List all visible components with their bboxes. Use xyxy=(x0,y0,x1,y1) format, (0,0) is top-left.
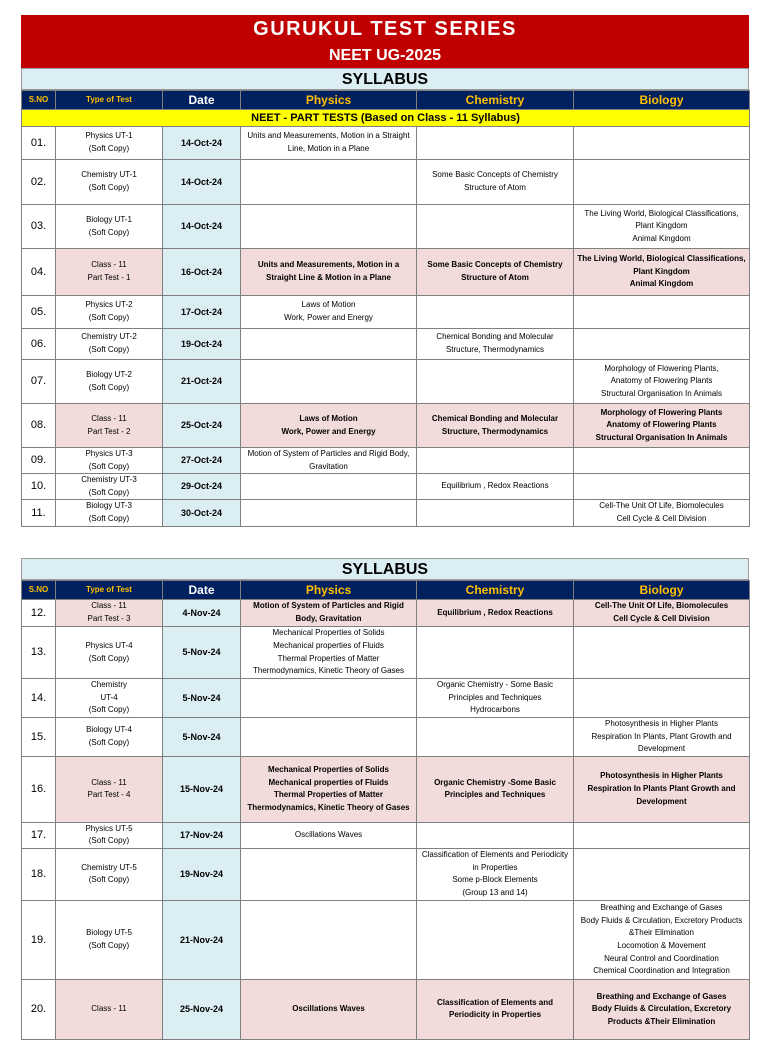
cell-physics xyxy=(241,900,417,979)
cell-type: Physics UT-3 (Soft Copy) xyxy=(56,448,163,474)
table-row xyxy=(22,205,750,249)
cell-type: Biology UT-3 (Soft Copy) xyxy=(56,500,163,526)
table-row xyxy=(22,627,750,679)
cell-date: 27-Oct-24 xyxy=(163,448,241,474)
cell-date: 21-Nov-24 xyxy=(163,900,241,979)
cell-sno: 05. xyxy=(22,296,56,329)
cell-sno: 06. xyxy=(22,329,56,360)
cell-chemistry xyxy=(417,448,574,474)
part-tests-banner: NEET - PART TESTS (Based on Class - 11 Syllabus) xyxy=(22,110,750,127)
cell-biology: Cell-The Unit Of Life, Biomolecules Cell Cycle & Cell Division xyxy=(574,600,750,627)
cell-chemistry xyxy=(417,360,574,404)
cell-chemistry xyxy=(417,822,574,848)
cell-type: Physics UT-4 (Soft Copy) xyxy=(56,627,163,679)
table-row xyxy=(22,979,750,1039)
cell-type: Class - 11 Part Test - 3 xyxy=(56,600,163,627)
cell-date: 25-Oct-24 xyxy=(163,404,241,448)
cell-chemistry xyxy=(417,296,574,329)
cell-physics: Units and Measurements, Motion in a Straight Line, Motion in a Plane xyxy=(241,127,417,160)
cell-date: 17-Oct-24 xyxy=(163,296,241,329)
document-title: GURUKUL TEST SERIES xyxy=(21,15,749,44)
cell-physics xyxy=(241,500,417,526)
cell-biology xyxy=(574,679,750,718)
col-chemistry: Chemistry xyxy=(417,91,574,110)
cell-biology xyxy=(574,448,750,474)
cell-biology xyxy=(574,848,750,900)
cell-date: 5-Nov-24 xyxy=(163,718,241,757)
cell-sno: 19. xyxy=(22,900,56,979)
col-sno: S.NO xyxy=(22,91,56,110)
cell-chemistry xyxy=(417,500,574,526)
cell-physics xyxy=(241,718,417,757)
cell-biology xyxy=(574,127,750,160)
cell-type: Chemistry UT-2 (Soft Copy) xyxy=(56,329,163,360)
document-subtitle: NEET UG-2025 xyxy=(21,44,749,68)
cell-sno: 20. xyxy=(22,979,56,1039)
col-type: Type of Test xyxy=(56,581,163,600)
cell-physics: Mechanical Properties of Solids Mechanical properties of Fluids Thermal Properties of Matter Thermodynamics, Kinetic Theory of Gases xyxy=(241,756,417,822)
cell-sno: 10. xyxy=(22,474,56,500)
syllabus-heading-1: SYLLABUS xyxy=(21,68,749,90)
table-row xyxy=(22,600,750,627)
second-block xyxy=(21,558,749,1040)
cell-biology xyxy=(574,627,750,679)
table-row xyxy=(22,360,750,404)
cell-type: Chemistry UT-3 (Soft Copy) xyxy=(56,474,163,500)
cell-type: Chemistry UT-5 (Soft Copy) xyxy=(56,848,163,900)
cell-biology: Morphology of Flowering Plants Anatomy of Flowering Plants Structural Organisation In Animals xyxy=(574,404,750,448)
col-biology: Biology xyxy=(574,581,750,600)
document-header xyxy=(21,15,749,527)
cell-chemistry: Organic Chemistry - Some Basic Principles and Techniques Hydrocarbons xyxy=(417,679,574,718)
cell-biology xyxy=(574,296,750,329)
col-biology: Biology xyxy=(574,91,750,110)
cell-physics: Motion of System of Particles and Rigid Body, Gravitation xyxy=(241,448,417,474)
cell-date: 19-Nov-24 xyxy=(163,848,241,900)
col-chemistry: Chemistry xyxy=(417,581,574,600)
col-type: Type of Test xyxy=(56,91,163,110)
table-row xyxy=(22,822,750,848)
table-body-1 xyxy=(22,127,750,527)
table-row xyxy=(22,679,750,718)
cell-type: Physics UT-2 (Soft Copy) xyxy=(56,296,163,329)
cell-sno: 16. xyxy=(22,756,56,822)
cell-chemistry: Some Basic Concepts of Chemistry Structure of Atom xyxy=(417,160,574,205)
table-body-2 xyxy=(22,600,750,1040)
table-row xyxy=(22,249,750,296)
cell-type: Biology UT-2 (Soft Copy) xyxy=(56,360,163,404)
cell-biology: Photosynthesis in Higher Plants Respiration In Plants Plant Growth and Development xyxy=(574,756,750,822)
cell-physics xyxy=(241,160,417,205)
cell-physics: Mechanical Properties of Solids Mechanical properties of Fluids Thermal Properties of Matter Thermodynamics, Kinetic Theory of Gases xyxy=(241,627,417,679)
cell-date: 14-Oct-24 xyxy=(163,205,241,249)
cell-chemistry: Some Basic Concepts of Chemistry Structure of Atom xyxy=(417,249,574,296)
cell-biology: Breathing and Exchange of Gases Body Fluids & Circulation, Excretory Products &Their Elimination xyxy=(574,979,750,1039)
cell-sno: 03. xyxy=(22,205,56,249)
cell-biology xyxy=(574,160,750,205)
col-date: Date xyxy=(163,581,241,600)
cell-date: 5-Nov-24 xyxy=(163,679,241,718)
cell-chemistry: Classification of Elements and Periodicity in Properties Some p-Block Elements (Group 13 and 14) xyxy=(417,848,574,900)
cell-date: 30-Oct-24 xyxy=(163,500,241,526)
cell-physics: Units and Measurements, Motion in a Straight Line & Motion in a Plane xyxy=(241,249,417,296)
cell-chemistry: Chemical Bonding and Molecular Structure, Thermodynamics xyxy=(417,404,574,448)
table-row xyxy=(22,404,750,448)
cell-date: 25-Nov-24 xyxy=(163,979,241,1039)
cell-chemistry: Chemical Bonding and Molecular Structure, Thermodynamics xyxy=(417,329,574,360)
cell-type: Biology UT-4 (Soft Copy) xyxy=(56,718,163,757)
cell-physics xyxy=(241,360,417,404)
schedule-table-1 xyxy=(21,90,750,527)
cell-date: 17-Nov-24 xyxy=(163,822,241,848)
table-row xyxy=(22,448,750,474)
cell-chemistry xyxy=(417,205,574,249)
cell-sno: 08. xyxy=(22,404,56,448)
cell-sno: 11. xyxy=(22,500,56,526)
cell-date: 16-Oct-24 xyxy=(163,249,241,296)
cell-sno: 14. xyxy=(22,679,56,718)
cell-date: 14-Oct-24 xyxy=(163,160,241,205)
table-row xyxy=(22,718,750,757)
cell-physics xyxy=(241,329,417,360)
cell-sno: 17. xyxy=(22,822,56,848)
cell-date: 5-Nov-24 xyxy=(163,627,241,679)
cell-sno: 15. xyxy=(22,718,56,757)
col-date: Date xyxy=(163,91,241,110)
table-row xyxy=(22,329,750,360)
cell-biology xyxy=(574,329,750,360)
cell-type: Physics UT-5 (Soft Copy) xyxy=(56,822,163,848)
cell-physics xyxy=(241,848,417,900)
cell-type: Biology UT-5 (Soft Copy) xyxy=(56,900,163,979)
cell-chemistry: Equilibrium , Redox Reactions xyxy=(417,474,574,500)
cell-type: Biology UT-1 (Soft Copy) xyxy=(56,205,163,249)
col-sno: S.NO xyxy=(22,581,56,600)
cell-sno: 12. xyxy=(22,600,56,627)
cell-chemistry: Organic Chemistry -Some Basic Principles and Techniques xyxy=(417,756,574,822)
cell-date: 14-Oct-24 xyxy=(163,127,241,160)
cell-type: Class - 11 xyxy=(56,979,163,1039)
cell-chemistry: Equilibrium , Redox Reactions xyxy=(417,600,574,627)
cell-physics xyxy=(241,205,417,249)
cell-sno: 13. xyxy=(22,627,56,679)
cell-type: Chemistry UT-1 (Soft Copy) xyxy=(56,160,163,205)
cell-physics: Motion of System of Particles and Rigid Body, Gravitation xyxy=(241,600,417,627)
table-row xyxy=(22,127,750,160)
cell-physics: Oscillations Waves xyxy=(241,979,417,1039)
cell-physics: Oscillations Waves xyxy=(241,822,417,848)
table-row xyxy=(22,500,750,526)
cell-sno: 07. xyxy=(22,360,56,404)
cell-sno: 02. xyxy=(22,160,56,205)
cell-type: Chemistry UT-4 (Soft Copy) xyxy=(56,679,163,718)
cell-biology: Morphology of Flowering Plants, Anatomy of Flowering Plants Structural Organisation In Animals xyxy=(574,360,750,404)
cell-sno: 09. xyxy=(22,448,56,474)
cell-date: 21-Oct-24 xyxy=(163,360,241,404)
table-row xyxy=(22,474,750,500)
cell-biology: Photosynthesis in Higher Plants Respiration In Plants, Plant Growth and Development xyxy=(574,718,750,757)
cell-date: 29-Oct-24 xyxy=(163,474,241,500)
cell-physics: Laws of Motion Work, Power and Energy xyxy=(241,296,417,329)
cell-biology: Breathing and Exchange of Gases Body Fluids & Circulation, Excretory Products &Their Elimination Locomotion & Movement Neural Control and Coordination Chemical Coordination and Integration xyxy=(574,900,750,979)
cell-physics xyxy=(241,679,417,718)
cell-chemistry: Classification of Elements and Periodicity in Properties xyxy=(417,979,574,1039)
cell-physics xyxy=(241,474,417,500)
cell-biology xyxy=(574,822,750,848)
syllabus-heading-2: SYLLABUS xyxy=(21,558,749,580)
cell-sno: 18. xyxy=(22,848,56,900)
table-row xyxy=(22,160,750,205)
cell-chemistry xyxy=(417,718,574,757)
cell-date: 15-Nov-24 xyxy=(163,756,241,822)
cell-biology: The Living World, Biological Classifications, Plant Kingdom Animal Kingdom xyxy=(574,205,750,249)
cell-biology xyxy=(574,474,750,500)
col-physics: Physics xyxy=(241,581,417,600)
table-row xyxy=(22,848,750,900)
table-row xyxy=(22,296,750,329)
col-physics: Physics xyxy=(241,91,417,110)
cell-biology: The Living World, Biological Classifications, Plant Kingdom Animal Kingdom xyxy=(574,249,750,296)
cell-biology: Cell-The Unit Of Life, Biomolecules Cell Cycle & Cell Division xyxy=(574,500,750,526)
cell-chemistry xyxy=(417,127,574,160)
cell-type: Class - 11 Part Test - 4 xyxy=(56,756,163,822)
cell-date: 19-Oct-24 xyxy=(163,329,241,360)
cell-type: Class - 11 Part Test - 2 xyxy=(56,404,163,448)
cell-type: Class - 11 Part Test - 1 xyxy=(56,249,163,296)
cell-chemistry xyxy=(417,627,574,679)
cell-date: 4-Nov-24 xyxy=(163,600,241,627)
schedule-table-2 xyxy=(21,580,750,1040)
cell-sno: 04. xyxy=(22,249,56,296)
cell-sno: 01. xyxy=(22,127,56,160)
table-row xyxy=(22,900,750,979)
cell-type: Physics UT-1 (Soft Copy) xyxy=(56,127,163,160)
cell-physics: Laws of Motion Work, Power and Energy xyxy=(241,404,417,448)
table-row xyxy=(22,756,750,822)
cell-chemistry xyxy=(417,900,574,979)
